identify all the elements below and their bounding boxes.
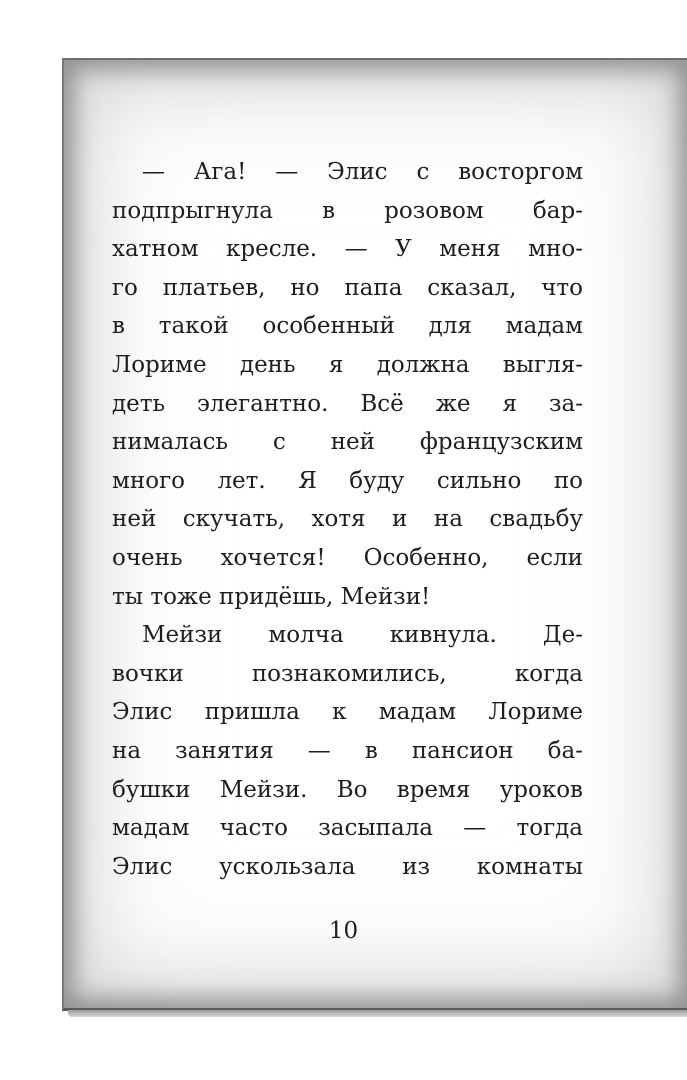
text-line: го платьев, но папа сказал, что xyxy=(112,274,583,301)
text-line: на занятия — в пансион ба- xyxy=(112,737,583,764)
text-line: Элис ускользала из комнаты xyxy=(112,853,583,880)
text-line: хатном кресле. — У меня мно- xyxy=(112,236,583,263)
text-line: вочки познакомились, когда xyxy=(112,660,583,687)
text-line: ней скучать, хотя и на свадьбу xyxy=(112,506,583,533)
text-line: деть элегантно. Всё же я за- xyxy=(112,390,583,417)
text-line: Лориме день я должна выгля- xyxy=(112,351,583,378)
text-line: Элис пришла к мадам Лориме xyxy=(112,699,583,726)
text-line: в такой особенный для мадам xyxy=(112,313,583,340)
text-line: очень хочется! Особенно, если xyxy=(112,544,583,571)
body-text xyxy=(112,153,583,886)
text-line: подпрыгнула в розовом бар- xyxy=(112,197,583,224)
text-line: Мейзи молча кивнула. Де- xyxy=(142,622,583,649)
text-line: мадам часто засыпала — тогда xyxy=(112,815,583,842)
page-number: 10 xyxy=(328,918,359,944)
text-line: нималась с ней французским xyxy=(112,429,583,456)
text-line: — Ага! — Элис с восторгом xyxy=(142,159,583,185)
text-line: ты тоже придёшь, Мейзи! xyxy=(112,583,431,610)
text-line: бушки Мейзи. Во время уроков xyxy=(112,776,583,803)
text-line: много лет. Я буду сильно по xyxy=(112,467,583,494)
